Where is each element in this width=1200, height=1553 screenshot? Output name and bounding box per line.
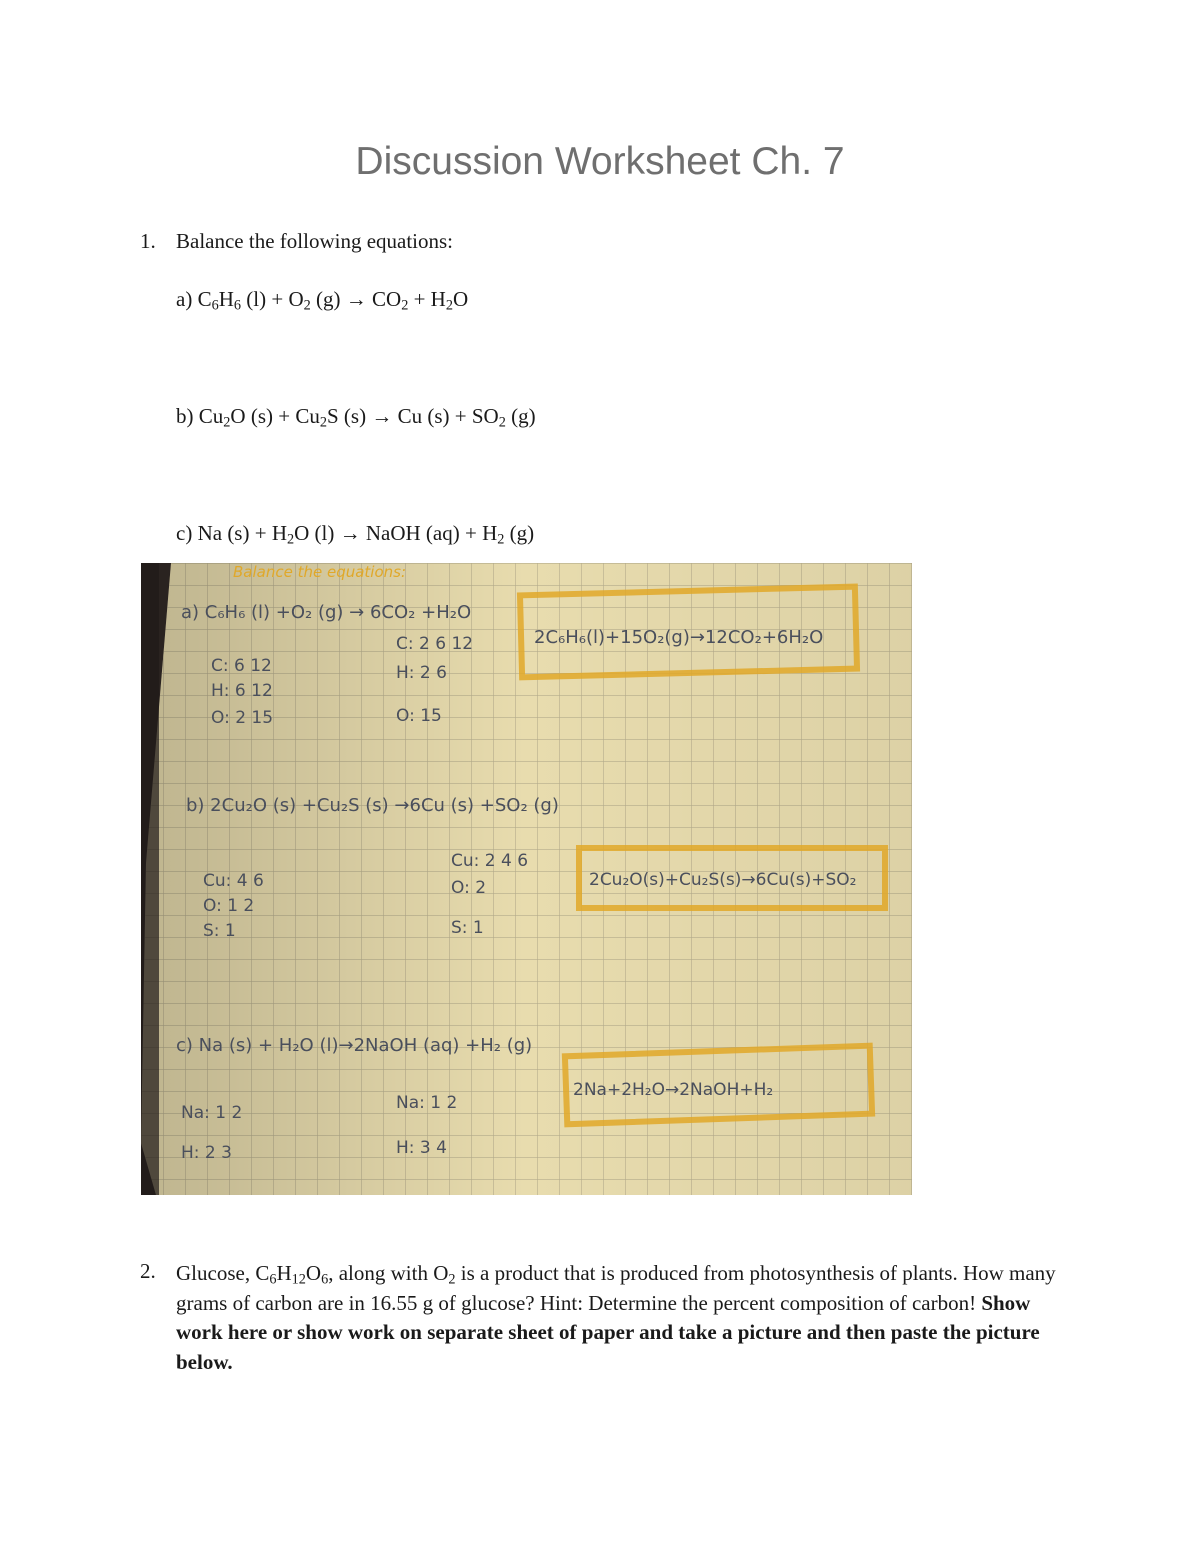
question-1-prompt: Balance the following equations: (176, 229, 454, 253)
photo-b-right-2: O: 2 (451, 878, 487, 898)
photo-a-left-1: C: 6 12 (211, 656, 272, 676)
equation-c: c) Na $(s) + H_2O$ (l) → NaOH $(aq) + H_2$ (g) (176, 521, 535, 548)
photo-eq-c: c) Na (s) + H₂O (l)→2NaOH (aq) +H₂ (g) (176, 1035, 533, 1056)
photo-c-left-1: Na: 1 2 (181, 1103, 243, 1123)
page-title: Discussion Worksheet Ch. 7 (355, 140, 845, 183)
photo-eq-b: b) 2Cu₂O (s) +Cu₂S (s) →6Cu (s) +SO₂ (g) (186, 795, 559, 816)
photo-b-right-1: Cu: 2 4 6 (451, 851, 529, 871)
photo-b-left-1: Cu: 4 6 (203, 871, 264, 891)
equation-b: b) $Cu_2O$ $(s) + Cu_2S$ (s) → Cu $(s) + SO_2$ (g) (176, 404, 536, 431)
photo-b-right-3: S: 1 (451, 918, 484, 938)
question-2-number: 2. (140, 1259, 156, 1283)
question-1-number: 1. (140, 229, 156, 253)
photo-c-left-2: H: 2 3 (181, 1143, 232, 1163)
photo-a-right-2: H: 2 6 (396, 663, 447, 683)
question-2-text: Glucose, $C_6H_{12}O_6$, along with $O_2$ is a product that is produced from photosynthesis of plants. How many grams of carbon are in 16.55 g of glucose? Hint: Determine the percent composition of carbon! Show work here or show work on separate sheet of paper and take a picture and then paste the picture below. (176, 1261, 1056, 1374)
photo-a-right-1: C: 2 6 12 (396, 634, 474, 654)
photo-c-right-2: H: 3 4 (396, 1138, 447, 1158)
photo-answer-c: 2Na+2H₂O→2NaOH+H₂ (573, 1080, 774, 1100)
photo-eq-a: a) C₆H₆ (l) +O₂ (g) → 6CO₂ +H₂O (181, 602, 472, 623)
photo-b-left-3: S: 1 (203, 921, 236, 941)
photo-a-right-3: O: 15 (396, 706, 442, 726)
photo-answer-b: 2Cu₂O(s)+Cu₂S(s)→6Cu(s)+SO₂ (589, 870, 857, 890)
photo-a-left-3: O: 2 15 (211, 708, 274, 728)
photo-c-right-1: Na: 1 2 (396, 1093, 458, 1113)
photo-a-left-2: H: 6 12 (211, 681, 273, 701)
photo-answer-a: 2C₆H₆(l)+15O₂(g)→12CO₂+6H₂O (534, 627, 824, 648)
photo-heading: Balance the equations: (233, 563, 407, 581)
photo-b-left-2: O: 1 2 (203, 896, 255, 916)
equation-a: a) $C_6H_6$ $(l) + O_2$ $(g) \to CO_2 + H_2O$ (176, 287, 469, 314)
handwritten-work-photo (141, 563, 912, 1195)
question-2-instructions: Show work here or show work on separate sheet of paper and take a picture and then paste the picture below. (176, 1290, 1040, 1374)
